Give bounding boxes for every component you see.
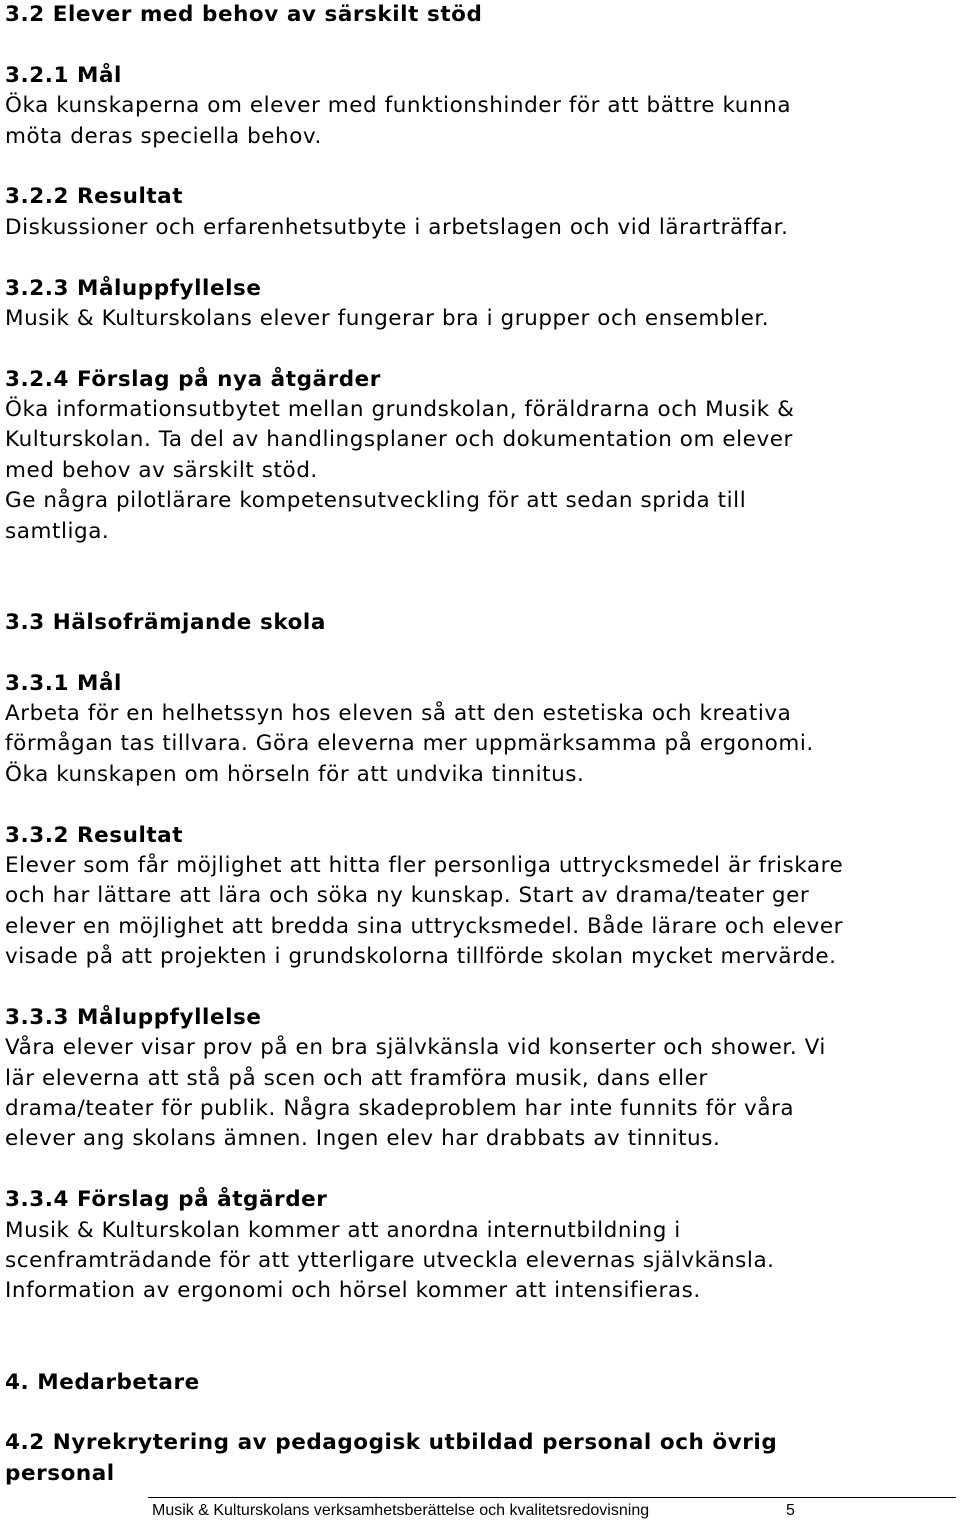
body-text-line: Kulturskolan. Ta del av handlingsplaner och dokumentation om elever bbox=[5, 427, 793, 453]
body-text-line: elever ang skolans ämnen. Ingen elev har drabbats av tinnitus. bbox=[5, 1126, 721, 1152]
subsection-heading: 3.2.2 Resultat bbox=[5, 184, 184, 210]
subsection-heading: 3.2.1 Mål bbox=[5, 62, 122, 88]
body-text-line: Arbeta för en helhetssyn hos eleven så att den estetiska och kreativa bbox=[5, 701, 792, 726]
body-text-line: Musik & Kulturskolan kommer att anordna internutbildning i bbox=[5, 1217, 681, 1243]
spacer bbox=[5, 1155, 955, 1185]
page-footer bbox=[148, 1497, 956, 1519]
spacer bbox=[5, 1307, 955, 1368]
document-page bbox=[5, 0, 955, 1489]
body-text-line: Information av ergonomi och hörsel kommer att intensifieras. bbox=[5, 1278, 701, 1304]
body-text-line: Ge några pilotlärare kompetensutveckling för att sedan sprida till bbox=[5, 488, 747, 514]
body-text-line: Diskussioner och erfarenhetsutbyte i arbetslagen och vid lärarträffar. bbox=[5, 214, 789, 240]
subsection-heading: 3.2.4 Förslag på nya åtgärder bbox=[5, 366, 381, 392]
body-text-line: lär eleverna att stå på scen och att framföra musik, dans eller bbox=[5, 1065, 708, 1091]
spacer bbox=[5, 152, 955, 182]
body-text-line: Elever som får möjlighet att hitta fler personliga uttrycksmedel är friskare bbox=[5, 852, 844, 878]
spacer bbox=[5, 973, 955, 1003]
spacer bbox=[5, 334, 955, 364]
body-text-line: med behov av särskilt stöd. bbox=[5, 457, 318, 483]
subsection-heading: 3.3.2 Resultat bbox=[5, 822, 184, 848]
footer-text: Musik & Kulturskolans verksamhetsberättelse och kvalitetsredovisning bbox=[152, 1502, 650, 1519]
body-text-line: möta deras speciella behov. bbox=[5, 123, 322, 149]
body-text-line: Öka kunskapen om hörseln för att undvika tinnitus. bbox=[5, 761, 585, 787]
spacer bbox=[5, 1398, 955, 1428]
body-text-line: och har lättare att lära och söka ny kunskap. Start av drama/teater ger bbox=[5, 883, 810, 909]
subsection-heading: 3.3.1 Mål bbox=[5, 670, 122, 696]
body-text-line: förmågan tas tillvara. Göra eleverna mer uppmärksamma på ergonomi. bbox=[5, 731, 814, 757]
body-text-line: samtliga. bbox=[5, 518, 110, 544]
subsection-heading: 4.2 Nyrekrytering av pedagogisk utbildad personal och övrig bbox=[5, 1430, 778, 1456]
subsection-heading: 3.3.4 Förslag på åtgärder bbox=[5, 1187, 328, 1213]
subsection-heading: 3.2.3 Måluppfyllelse bbox=[5, 275, 262, 301]
section-heading: 3.3 Hälsofrämjande skola bbox=[5, 609, 326, 635]
body-text-line: visade på att projekten i grundskolorna tillförde skolan mycket mervärde. bbox=[5, 944, 837, 970]
subsection-heading: personal bbox=[5, 1460, 115, 1486]
spacer bbox=[5, 547, 955, 608]
body-text-line: scenframträdande för att ytterligare utveckla elevernas självkänsla. bbox=[5, 1248, 775, 1274]
subsection-heading: 3.3.3 Måluppfyllelse bbox=[5, 1004, 262, 1030]
body-text-line: Öka informationsutbytet mellan grundskolan, föräldrarna och Musik & bbox=[5, 397, 795, 423]
section-heading: 3.2 Elever med behov av särskilt stöd bbox=[5, 2, 483, 27]
body-text-line: Öka kunskaperna om elever med funktionshinder för att bättre kunna bbox=[5, 93, 792, 119]
section-heading: 4. Medarbetare bbox=[5, 1369, 200, 1395]
body-text-line: drama/teater för publik. Några skadeproblem har inte funnits för våra bbox=[5, 1096, 795, 1122]
body-text-line: elever en möjlighet att bredda sina uttrycksmedel. Både lärare och elever bbox=[5, 913, 843, 939]
spacer bbox=[5, 243, 955, 273]
spacer bbox=[5, 638, 955, 668]
page-number: 5 bbox=[786, 1502, 795, 1519]
body-text-line: Musik & Kulturskolans elever fungerar bra i grupper och ensembler. bbox=[5, 305, 770, 331]
spacer bbox=[5, 30, 955, 60]
spacer bbox=[5, 790, 955, 820]
body-text-line: Våra elever visar prov på en bra självkänsla vid konserter och shower. Vi bbox=[5, 1035, 826, 1061]
